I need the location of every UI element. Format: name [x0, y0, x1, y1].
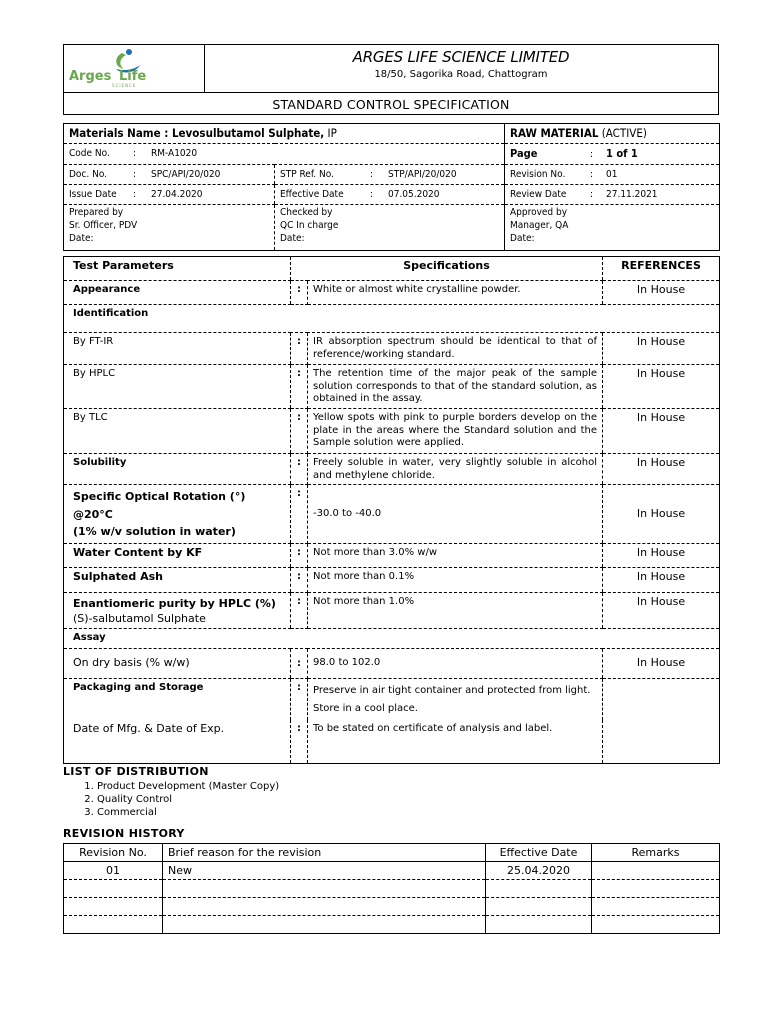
page-label: Page — [510, 147, 538, 160]
company-address: 18/50, Sagorika Road, Chattogram — [374, 69, 548, 80]
colon: : — [291, 281, 308, 305]
issue-date — [64, 185, 275, 205]
prepared-date: Date: — [69, 233, 94, 244]
colon: : — [291, 678, 308, 720]
revision-title: REVISION HISTORY — [63, 827, 185, 840]
spec-value: Not more than 1.0% — [308, 592, 603, 628]
param-solubility: Solubility — [64, 454, 291, 485]
spec-row — [64, 678, 720, 720]
spec-value: Not more than 3.0% w/w — [308, 543, 603, 567]
company-info — [204, 45, 718, 92]
document-title: STANDARD CONTROL SPECIFICATION — [64, 92, 718, 116]
colon: : — [291, 543, 308, 567]
raw-suffix: (ACTIVE) — [601, 126, 647, 140]
distribution-list — [63, 765, 719, 819]
raw-material — [505, 124, 720, 144]
cell — [163, 898, 486, 916]
stp-ref — [275, 165, 505, 185]
colon: : — [370, 169, 374, 180]
cell — [64, 898, 163, 916]
issue-label: Issue Date — [69, 189, 117, 200]
param-packaging: Packaging and Storage — [73, 681, 204, 693]
cell — [163, 916, 486, 934]
reference: In House — [603, 409, 720, 454]
header-references: REFERENCES — [603, 257, 720, 281]
param-line: @20°C — [73, 507, 113, 521]
colon: : — [133, 189, 137, 200]
prepared-by — [64, 205, 275, 251]
reference — [603, 720, 720, 764]
page-no — [505, 144, 720, 165]
cell — [486, 916, 592, 934]
review-value: 27.11.2021 — [606, 189, 658, 200]
page-value: 1 of 1 — [606, 147, 638, 160]
reference: In House — [603, 333, 720, 365]
colon: : — [291, 648, 308, 678]
reference: In House — [603, 567, 720, 592]
spec-value: IR absorption spectrum should be identical to that of reference/working standard. — [308, 333, 603, 365]
reference: In House — [603, 648, 720, 678]
company-name: ARGES LIFE SCIENCE LIMITED — [352, 48, 570, 66]
effective-date — [275, 185, 505, 205]
table-row — [64, 880, 720, 898]
cell — [486, 880, 592, 898]
colon: : — [291, 365, 308, 409]
review-label: Review Date — [510, 189, 567, 200]
code-value: RM-A1020 — [151, 148, 198, 159]
spec-row — [64, 543, 720, 567]
spec-row — [64, 454, 720, 485]
colon: : — [291, 720, 308, 764]
reference: In House — [603, 543, 720, 567]
section-identification: Identification — [64, 305, 720, 333]
code-label: Code No. — [69, 148, 110, 159]
approved-label: Approved by — [510, 207, 568, 218]
param-mfg-exp: Date of Mfg. & Date of Exp. — [73, 721, 225, 735]
cell — [64, 916, 163, 934]
colon: : — [291, 485, 308, 544]
spec-row — [64, 485, 720, 544]
checked-role: QC In charge — [280, 220, 339, 231]
spec-row — [64, 281, 720, 305]
spec-value: Not more than 0.1% — [308, 567, 603, 592]
colon: : — [291, 454, 308, 485]
param-dry-basis: On dry basis (% w/w) — [64, 648, 291, 678]
table-row — [64, 898, 720, 916]
reference: In House — [603, 485, 720, 544]
reference: In House — [603, 592, 720, 628]
spec-value: Preserve in air tight container and protected from light. Store in a cool place. — [313, 684, 591, 714]
spec-row — [64, 567, 720, 592]
spec-row — [64, 720, 720, 764]
cell — [592, 862, 720, 880]
spec-value: The retention time of the major peak of the sample solution corresponds to that of the standard solution, as obtained in the assay. — [308, 365, 603, 409]
colon: : — [133, 169, 137, 180]
colon: : — [590, 149, 594, 160]
spec-value: -30.0 to -40.0 — [308, 485, 603, 544]
param-hplc: By HPLC — [64, 365, 291, 409]
revision-no — [505, 165, 720, 185]
section-row — [64, 628, 720, 648]
cell — [592, 916, 720, 934]
spec-row — [64, 648, 720, 678]
approved-by — [505, 205, 720, 251]
prepared-label: Prepared by — [69, 207, 124, 218]
logo-word-2: Life — [119, 69, 147, 84]
rev-value: 01 — [606, 169, 618, 180]
reference — [603, 678, 720, 720]
doc-no — [64, 165, 275, 185]
param-line: Specific Optical Rotation (°) — [73, 490, 246, 503]
param-tlc: By TLC — [64, 409, 291, 454]
colon: : — [291, 333, 308, 365]
approved-role: Manager, QA — [510, 220, 569, 231]
param-line: Enantiomeric purity by HPLC (%) — [73, 596, 276, 610]
logo-word-1: Arges — [69, 69, 112, 84]
meta-table — [63, 123, 719, 251]
param-sub: (S)-salbutamol Sulphate — [73, 611, 206, 625]
reference: In House — [603, 454, 720, 485]
cell — [486, 898, 592, 916]
stp-value: STP/API/20/020 — [388, 169, 457, 180]
spec-row — [64, 592, 720, 628]
rev-label: Revision No. — [510, 169, 566, 180]
colon: : — [291, 409, 308, 454]
cell — [592, 898, 720, 916]
colon: : — [590, 189, 594, 200]
list-item: 3. Commercial — [97, 806, 719, 819]
col-reason: Brief reason for the revision — [163, 844, 486, 862]
param-ftir: By FT-IR — [64, 333, 291, 365]
cell — [592, 880, 720, 898]
table-header-row — [64, 844, 720, 862]
cell — [163, 880, 486, 898]
company-logo — [64, 45, 205, 92]
code-no — [64, 144, 505, 165]
raw-label: RAW MATERIAL — [510, 126, 599, 140]
issue-value: 27.04.2020 — [151, 189, 203, 200]
checked-date: Date: — [280, 233, 305, 244]
spec-value: To be stated on certificate of analysis and label. — [313, 722, 553, 734]
colon: : — [590, 169, 594, 180]
spec-value: White or almost white crystalline powder. — [308, 281, 603, 305]
spec-row — [64, 365, 720, 409]
param-enantiomeric — [64, 592, 291, 628]
cell: New — [163, 862, 486, 880]
colon: : — [291, 592, 308, 628]
spec-value: 98.0 to 102.0 — [308, 648, 603, 678]
list-item: 2. Quality Control — [97, 793, 719, 806]
specification-table — [63, 256, 719, 764]
table-row — [64, 916, 720, 934]
doc-label: Doc. No. — [69, 169, 108, 180]
table-row — [64, 862, 720, 880]
param-water-content: Water Content by KF — [64, 543, 291, 567]
colon: : — [133, 148, 137, 159]
stp-label: STP Ref. No. — [280, 169, 334, 180]
col-revision-no: Revision No. — [64, 844, 163, 862]
param-sulphated-ash: Sulphated Ash — [64, 567, 291, 592]
cell: 25.04.2020 — [486, 862, 592, 880]
material-suffix: IP — [327, 126, 337, 140]
spec-row — [64, 409, 720, 454]
colon: : — [291, 567, 308, 592]
eff-label: Effective Date — [280, 189, 344, 200]
reference: In House — [603, 365, 720, 409]
col-effective-date: Effective Date — [486, 844, 592, 862]
checked-label: Checked by — [280, 207, 333, 218]
material-name — [64, 124, 505, 144]
list-item: 1. Product Development (Master Copy) — [97, 780, 719, 793]
header-specifications: Specifications — [291, 257, 603, 281]
param-optical-rotation — [64, 485, 291, 544]
eff-value: 07.05.2020 — [388, 189, 440, 200]
section-row — [64, 305, 720, 333]
doc-value: SPC/API/20/020 — [151, 169, 221, 180]
spec-row — [64, 333, 720, 365]
approved-date: Date: — [510, 233, 535, 244]
param-appearance: Appearance — [64, 281, 291, 305]
material-label: Materials Name : Levosulbutamol Sulphate, — [69, 126, 325, 140]
col-remarks: Remarks — [592, 844, 720, 862]
spec-value: Freely soluble in water, very slightly soluble in alcohol and methylene chloride. — [308, 454, 603, 485]
colon: : — [370, 189, 374, 200]
cell: 01 — [64, 862, 163, 880]
arges-logo-icon — [64, 45, 204, 92]
prepared-role: Sr. Officer, PDV — [69, 220, 138, 231]
section-assay: Assay — [64, 628, 720, 648]
reference: In House — [603, 281, 720, 305]
cell — [64, 880, 163, 898]
document-header — [63, 44, 719, 115]
header-test-parameters: Test Parameters — [64, 257, 291, 281]
param-line: (1% w/v solution in water) — [73, 525, 236, 538]
spec-value: Yellow spots with pink to purple borders develop on the plate in the areas where the Standard solution and the Sample solution were applied. — [308, 409, 603, 454]
review-date — [505, 185, 720, 205]
revision-history — [63, 827, 719, 934]
distribution-title: LIST OF DISTRIBUTION — [63, 765, 209, 778]
logo-sub: SCIENCE — [112, 83, 137, 88]
checked-by — [275, 205, 505, 251]
